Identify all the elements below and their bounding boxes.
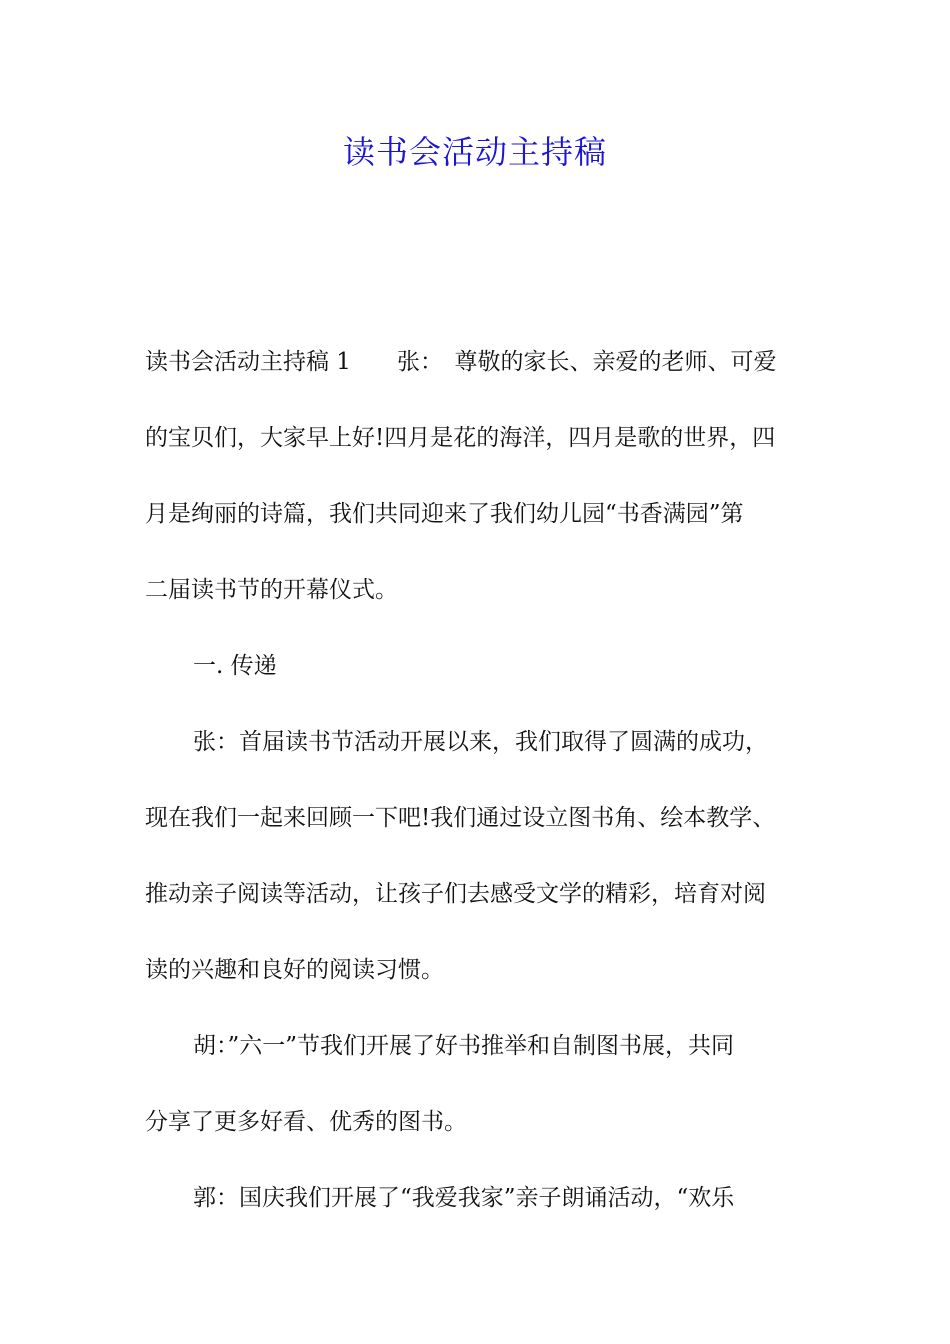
text-line-content: 分享了更多好看、优秀的图书。 xyxy=(145,1109,467,1135)
text-line-content: 现在我们一起来回顾一下吧!我们通过设立图书角、绘本教学、 xyxy=(145,805,776,831)
text-line xyxy=(145,337,807,388)
document-title: 读书会活动主持稿 xyxy=(342,133,607,171)
text-line-content: 读书会活动主持稿 1 张： 尊敬的家长、亲爱的老师、可爱 xyxy=(145,349,777,375)
text-line xyxy=(145,793,807,844)
text-line xyxy=(145,717,807,768)
text-line-content: 的宝贝们，大家早上好!四月是花的海洋，四月是歌的世界，四 xyxy=(145,425,776,451)
text-line-content: 推动亲子阅读等活动，让孩子们去感受文学的精彩，培育对阅 xyxy=(145,881,766,907)
text-line-content: 月是绚丽的诗篇，我们共同迎来了我们幼儿园“书香满园”第 xyxy=(145,501,744,527)
text-line xyxy=(145,869,807,920)
section-heading-text: 一. 传递 xyxy=(193,653,277,679)
text-line xyxy=(145,565,807,616)
text-line xyxy=(145,945,807,996)
text-line-content: 胡：”六一”节我们开展了好书推举和自制图书展，共同 xyxy=(193,1033,735,1059)
text-line xyxy=(145,1173,807,1224)
document-body xyxy=(145,337,807,1249)
text-line-content: 张：首届读书节活动开展以来，我们取得了圆满的成功， xyxy=(193,729,768,755)
text-line-content: 郭：国庆我们开展了“我爱我家”亲子朗诵活动，“欢乐 xyxy=(193,1185,735,1211)
text-line xyxy=(145,489,807,540)
text-line xyxy=(145,1097,807,1148)
text-line xyxy=(145,413,807,464)
text-line-content: 二届读书节的开幕仪式。 xyxy=(145,577,398,603)
text-line xyxy=(145,1021,807,1072)
text-line-content: 读的兴趣和良好的阅读习惯。 xyxy=(145,957,444,983)
section-heading xyxy=(145,641,807,692)
